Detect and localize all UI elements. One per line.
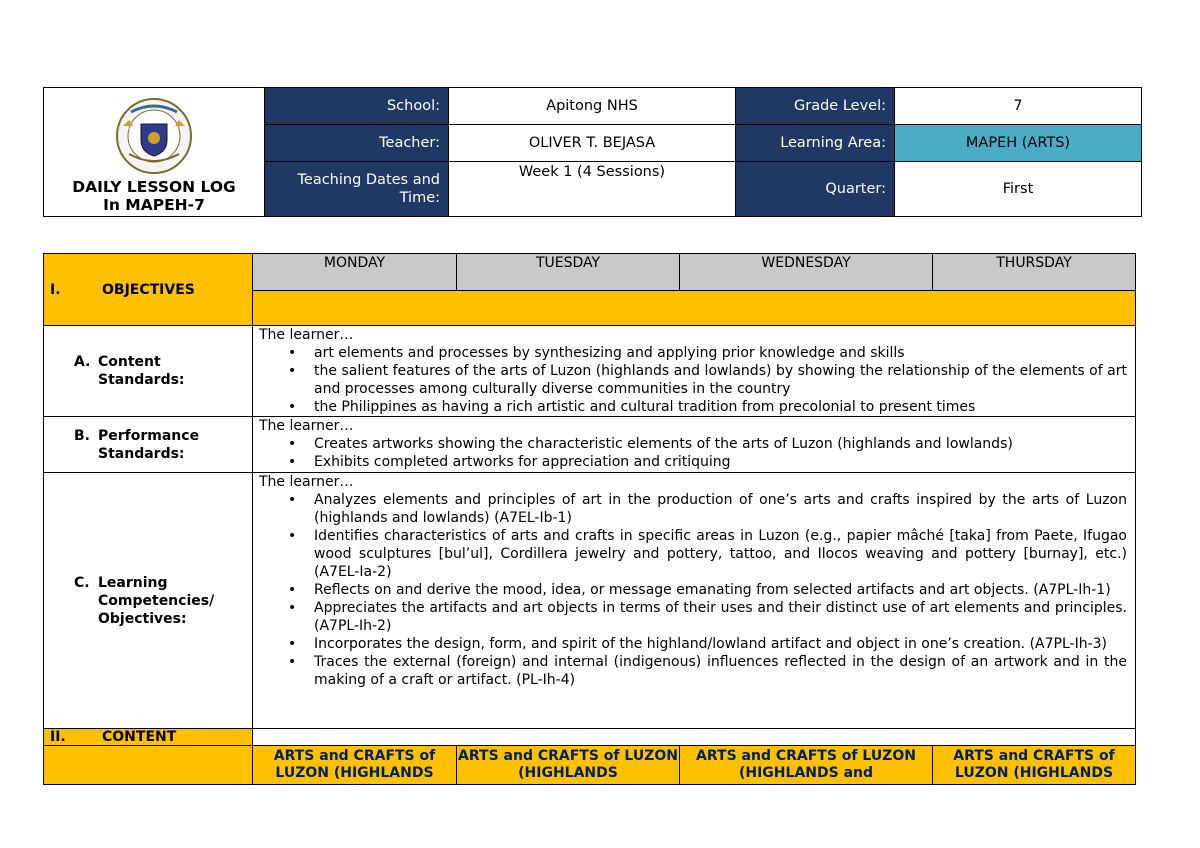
content-tuesday: ARTS and CRAFTS of LUZON (HIGHLANDS [457, 746, 680, 785]
list-item: • Creates artworks showing the characteristic elements of the arts of Luzon (highlands and lowlands) [314, 435, 1127, 453]
dates-label: Teaching Dates and Time: [265, 162, 449, 217]
grade-value: 7 [895, 88, 1142, 125]
content-standards-list [259, 344, 1127, 416]
content-monday: ARTS and CRAFTS of LUZON (HIGHLANDS [253, 746, 457, 785]
area-value: MAPEH (ARTS) [895, 125, 1142, 162]
list-item: • art elements and processes by synthesizing and applying prior knowledge and skills [314, 344, 1127, 362]
lesson-log-table [43, 253, 1136, 785]
competencies-intro: The learner… [259, 474, 354, 490]
content-standards-label: A. Content Standards: [44, 326, 253, 417]
day-monday: MONDAY [253, 254, 457, 291]
content-title: CONTENT [102, 729, 177, 745]
content-num: II. [50, 729, 66, 745]
area-label: Learning Area: [736, 125, 895, 162]
list-item: • Appreciates the artifacts and art objects in terms of their uses and their distinct use of art elements and principles. (A7PL-Ih-2) [314, 599, 1127, 635]
content-blank-cell [253, 729, 1136, 746]
objectives-gold-band [253, 291, 1136, 326]
performance-standards-cell [253, 417, 1136, 473]
list-item: • Traces the external (foreign) and internal (indigenous) influences reflected in the design of an artwork and in the making of a craft or artifact. (PL-Ih-4) [314, 653, 1127, 689]
competencies-cell [253, 473, 1136, 729]
teacher-value: OLIVER T. BEJASA [449, 125, 736, 162]
school-label: School: [265, 88, 449, 125]
list-item: • the salient features of the arts of Luzon (highlands and lowlands) by showing the relationship of the elements of art and processes among culturally diverse communities in the country [314, 362, 1127, 398]
list-item: • Reflects on and derive the mood, idea, or message emanating from selected artifacts and art objects. (A7PL-Ih-1) [314, 581, 1127, 599]
grade-label: Grade Level: [736, 88, 895, 125]
log-title-line2: In MAPEH-7 [103, 196, 205, 214]
list-item: • the Philippines as having a rich artistic and cultural tradition from precolonial to present times [314, 398, 1127, 416]
school-value: Apitong NHS [449, 88, 736, 125]
deped-seal-icon [109, 96, 199, 176]
content-gold-cell [44, 746, 253, 785]
teacher-label: Teacher: [265, 125, 449, 162]
objectives-heading [44, 254, 253, 326]
quarter-label: Quarter: [736, 162, 895, 217]
quarter-value: First [895, 162, 1142, 217]
day-thursday: THURSDAY [933, 254, 1136, 291]
log-title-line1: DAILY LESSON LOG [72, 178, 236, 196]
content-wednesday: ARTS and CRAFTS of LUZON (HIGHLANDS and [680, 746, 933, 785]
performance-standards-label: B. Performance Standards: [44, 417, 253, 473]
objectives-title: OBJECTIVES [102, 281, 195, 298]
content-thursday: ARTS and CRAFTS of LUZON (HIGHLANDS [933, 746, 1136, 785]
content-standards-cell [253, 326, 1136, 417]
content-heading [44, 729, 253, 746]
logo-cell [44, 88, 265, 217]
day-wednesday: WEDNESDAY [680, 254, 933, 291]
list-item: • Exhibits completed artworks for appreciation and critiquing [314, 453, 1127, 471]
dates-value: Week 1 (4 Sessions) [449, 162, 736, 217]
competencies-list [259, 491, 1127, 689]
list-item: • Identifies characteristics of arts and crafts in specific areas in Luzon (e.g., papier mâché [taka] from Paete, Ifugao wood sculptures [bul’ul], Cordillera jewelry and pottery, tattoo, and Ilocos weaving and pottery [burnay], etc.) (A7EL-Ia-2) [314, 527, 1127, 581]
objectives-num: I. [50, 281, 61, 298]
performance-standards-list [259, 435, 1127, 471]
content-standards-intro: The learner… [259, 327, 354, 343]
list-item: • Analyzes elements and principles of art in the production of one’s arts and crafts inspired by the arts of Luzon (highlands and lowlands) (A7EL-Ib-1) [314, 491, 1127, 527]
performance-standards-intro: The learner… [259, 418, 354, 434]
competencies-label: C. Learning Competencies/ Objectives: [44, 473, 253, 729]
day-tuesday: TUESDAY [457, 254, 680, 291]
header-table [43, 87, 1142, 217]
list-item: • Incorporates the design, form, and spirit of the highland/lowland artifact and object in one’s creation. (A7PL-Ih-3) [314, 635, 1127, 653]
